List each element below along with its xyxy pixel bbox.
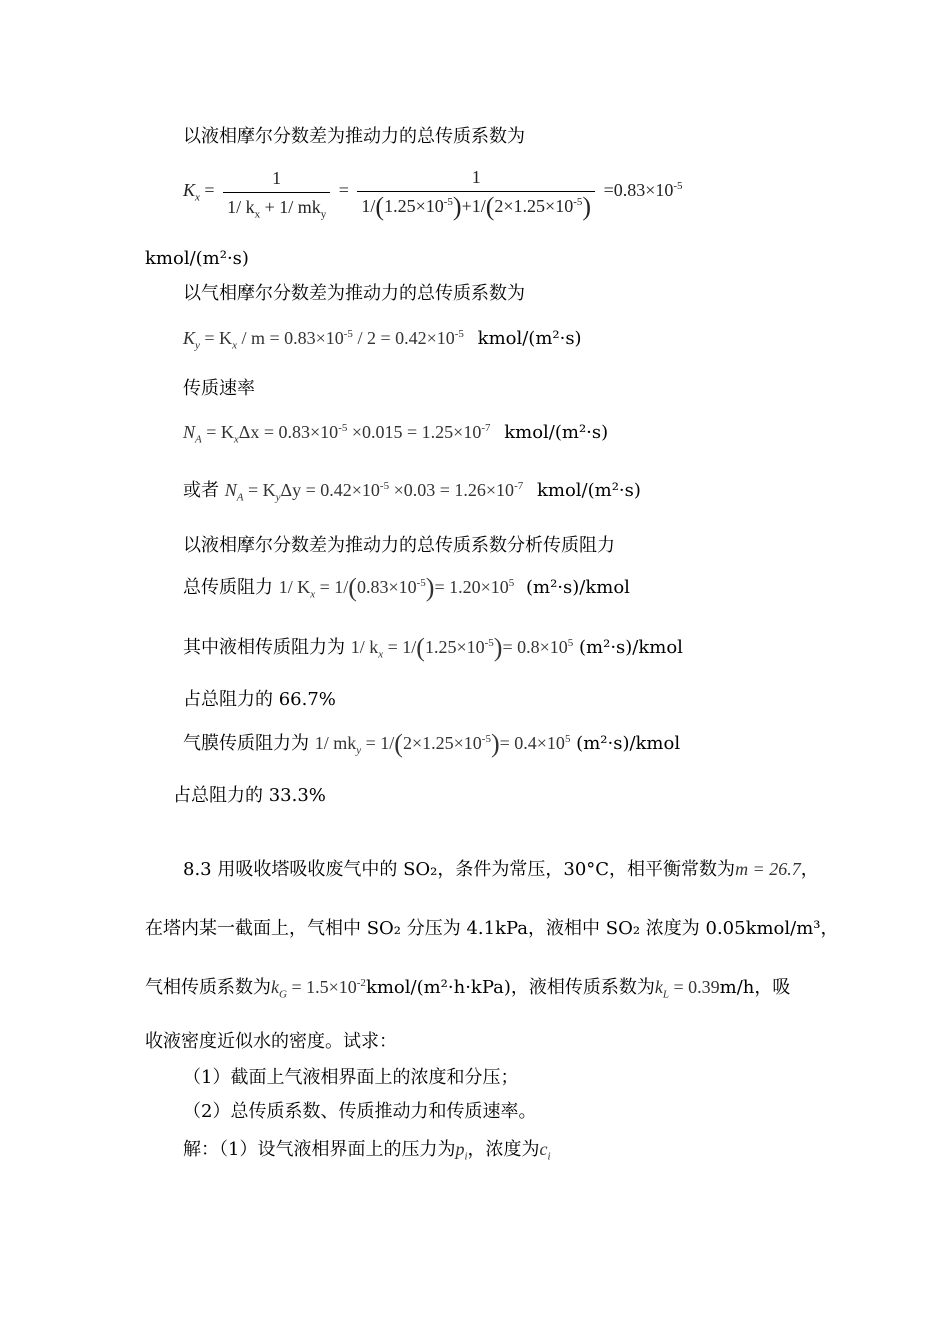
question-1: （1）截面上气液相界面上的浓度和分压；	[183, 1067, 519, 1088]
den-part: 1/ k	[227, 196, 255, 217]
sub: x	[195, 191, 200, 204]
unit-text: kmol/(m²·s)	[536, 480, 641, 501]
var: N	[224, 480, 237, 500]
expr: = K	[199, 328, 233, 348]
sup: -7	[514, 480, 524, 492]
sup: -5	[443, 196, 453, 208]
fraction	[357, 165, 595, 219]
var: K	[183, 328, 196, 348]
unit-text: (m²·s)/kmol	[576, 733, 681, 754]
total-resistance	[183, 575, 630, 600]
sub: i	[547, 1150, 551, 1163]
text: 解：（1）设气液相界面上的压力为	[183, 1139, 456, 1160]
na-formula-1	[183, 420, 608, 445]
den-part: 1.25×10	[384, 196, 444, 216]
unit-text: (m²·s)/kmol	[526, 577, 630, 598]
den-part: 2×1.25×10	[494, 196, 574, 216]
solution-start	[183, 1137, 551, 1162]
question-2: （2）总传质系数、传质推动力和传质速率。	[183, 1101, 537, 1122]
sub: y	[320, 208, 327, 221]
sup: -5	[379, 480, 390, 492]
liquid-resistance	[183, 635, 683, 660]
text-line: 以液相摩尔分数差为推动力的总传质系数分析传质阻力	[183, 535, 615, 556]
unit-text: kmol/(m²·s)	[477, 328, 582, 349]
text: ，	[800, 859, 819, 880]
math-expr: 1/ $k_x = 1/(1.25\times 10^{-5})= 0.8\times 10^5$	[350, 633, 574, 662]
text: kmol/(m²·h·kPa)，液相传质系数为	[365, 977, 655, 998]
label-text: 其中液相传质阻力为	[183, 637, 345, 658]
text: 气相传质系数为	[145, 977, 271, 998]
sup: -5	[673, 180, 683, 193]
denominator	[223, 193, 330, 219]
sup: -2	[356, 977, 366, 989]
problem-line-1	[183, 857, 819, 882]
sub: x	[233, 433, 239, 446]
math-expr	[183, 422, 491, 446]
var: c	[539, 1139, 548, 1159]
denominator: $1/(1.25\times 10^{-5})+1/(2\times 1.25\times 10^{-5})$	[361, 192, 592, 221]
na-formula-2	[183, 478, 641, 503]
gas-resistance	[183, 731, 680, 756]
numerator: 1	[223, 166, 330, 193]
expr: = K	[201, 422, 234, 442]
op: =	[338, 180, 349, 201]
var: K	[183, 180, 196, 201]
expr: = 1/	[383, 637, 417, 657]
math-expr	[654, 977, 720, 1001]
sup: -7	[481, 422, 491, 434]
sup: 5	[567, 637, 574, 649]
text-line: 传质速率	[183, 378, 255, 399]
sub: L	[662, 988, 670, 1001]
sup: -5	[343, 328, 353, 340]
expr: = 0.4×10	[499, 733, 565, 753]
expr: 1.25×10	[424, 637, 485, 657]
sup: 5	[508, 577, 515, 589]
math-expr	[271, 977, 366, 1001]
kx-formula	[183, 165, 683, 225]
sub: A	[236, 491, 244, 504]
sub: y	[195, 339, 200, 352]
result: =0.83×10	[603, 180, 674, 201]
label-text: 气膜传质阻力为	[183, 733, 309, 754]
sup: -5	[481, 733, 491, 745]
expr: 1/ k	[350, 637, 379, 657]
problem-line-3	[145, 975, 790, 1000]
text-line: 占总阻力的 33.3%	[173, 785, 326, 806]
unit-text: kmol/(m²·s)	[145, 248, 249, 269]
sub: A	[195, 433, 202, 446]
expr: 2×1.25×10	[402, 733, 482, 753]
unit-text: kmol/(m²·s)	[504, 422, 609, 443]
math-expr	[183, 328, 464, 352]
expr: 1/ K	[278, 577, 311, 597]
sub: y	[356, 744, 362, 757]
expr: = 1/	[315, 577, 349, 597]
math-expr	[224, 480, 524, 504]
text-line: 以气相摩尔分数差为推动力的总传质系数为	[183, 283, 525, 304]
den-part: +1/	[461, 196, 486, 216]
text-line: 占总阻力的 66.7%	[183, 689, 336, 710]
numerator: 1	[357, 165, 595, 192]
sub: y	[275, 491, 281, 504]
sub: x	[232, 339, 237, 352]
sup: -5	[338, 422, 348, 434]
sup: -5	[573, 196, 583, 208]
sup: -5	[416, 577, 426, 589]
math-expr: m = 26.7	[735, 859, 801, 879]
expr: Δy = 0.42×10	[280, 480, 380, 500]
math-expr	[539, 1139, 551, 1163]
label-text: 或者	[183, 480, 219, 501]
problem-line-4: 收液密度近似水的密度。试求：	[145, 1031, 397, 1052]
expr: = K	[243, 480, 276, 500]
var: k	[271, 977, 279, 997]
var: p	[455, 1139, 465, 1159]
expr: = 0.8×10	[502, 637, 568, 657]
math-expr	[455, 1139, 468, 1163]
sup: -5	[454, 328, 464, 340]
var: N	[183, 422, 196, 442]
sub: x	[378, 648, 384, 661]
var: k	[654, 977, 663, 997]
text: m/h，吸	[719, 977, 791, 998]
math-expr: 1/ $mk_y = 1/(2\times 1.25\times 10^{-5})= 0.4\times 10^5$	[314, 729, 571, 758]
expr: ×0.015 = 1.25×10	[347, 422, 482, 442]
expr: = 1.20×10	[434, 577, 509, 597]
expr: = 0.39	[669, 977, 720, 997]
den-part: + 1/ mk	[260, 196, 321, 217]
sub: x	[254, 208, 261, 221]
expr: / 2 = 0.42×10	[352, 328, 455, 348]
sup: 5	[564, 733, 571, 745]
text: 8.3 用吸收塔吸收废气中的 SO₂，条件为常压，30°C，相平衡常数为	[183, 859, 736, 880]
expr: = 1.5×10	[286, 977, 357, 997]
expr: 0.83×10	[356, 577, 417, 597]
sub: x	[310, 588, 316, 601]
expr: / m = 0.83×10	[236, 328, 344, 348]
expr: = 1/	[361, 733, 395, 753]
ky-formula	[183, 326, 582, 351]
problem-line-2: 在塔内某一截面上，气相中 SO₂ 分压为 4.1kPa，液相中 SO₂ 浓度为 0.05kmol/m³，	[145, 918, 839, 939]
sub: G	[279, 988, 287, 1001]
label-text: 总传质阻力	[183, 577, 273, 598]
expr: ×0.03 = 1.26×10	[389, 480, 515, 500]
op: =	[204, 180, 215, 201]
expr: 1/ mk	[314, 733, 357, 753]
sup: -5	[484, 637, 494, 649]
sub: i	[464, 1150, 468, 1163]
text-line: 以液相摩尔分数差为推动力的总传质系数为	[183, 126, 525, 147]
unit-text: (m²·s)/kmol	[579, 637, 683, 658]
fraction	[223, 166, 330, 219]
text: ，浓度为	[467, 1139, 540, 1160]
math-expr: 1/ $K_x = 1/(0.83\times 10^{-5})= 1.20\times 10^5$	[278, 573, 515, 602]
expr: Δx = 0.83×10	[238, 422, 339, 442]
den-part: 1/	[361, 196, 376, 216]
